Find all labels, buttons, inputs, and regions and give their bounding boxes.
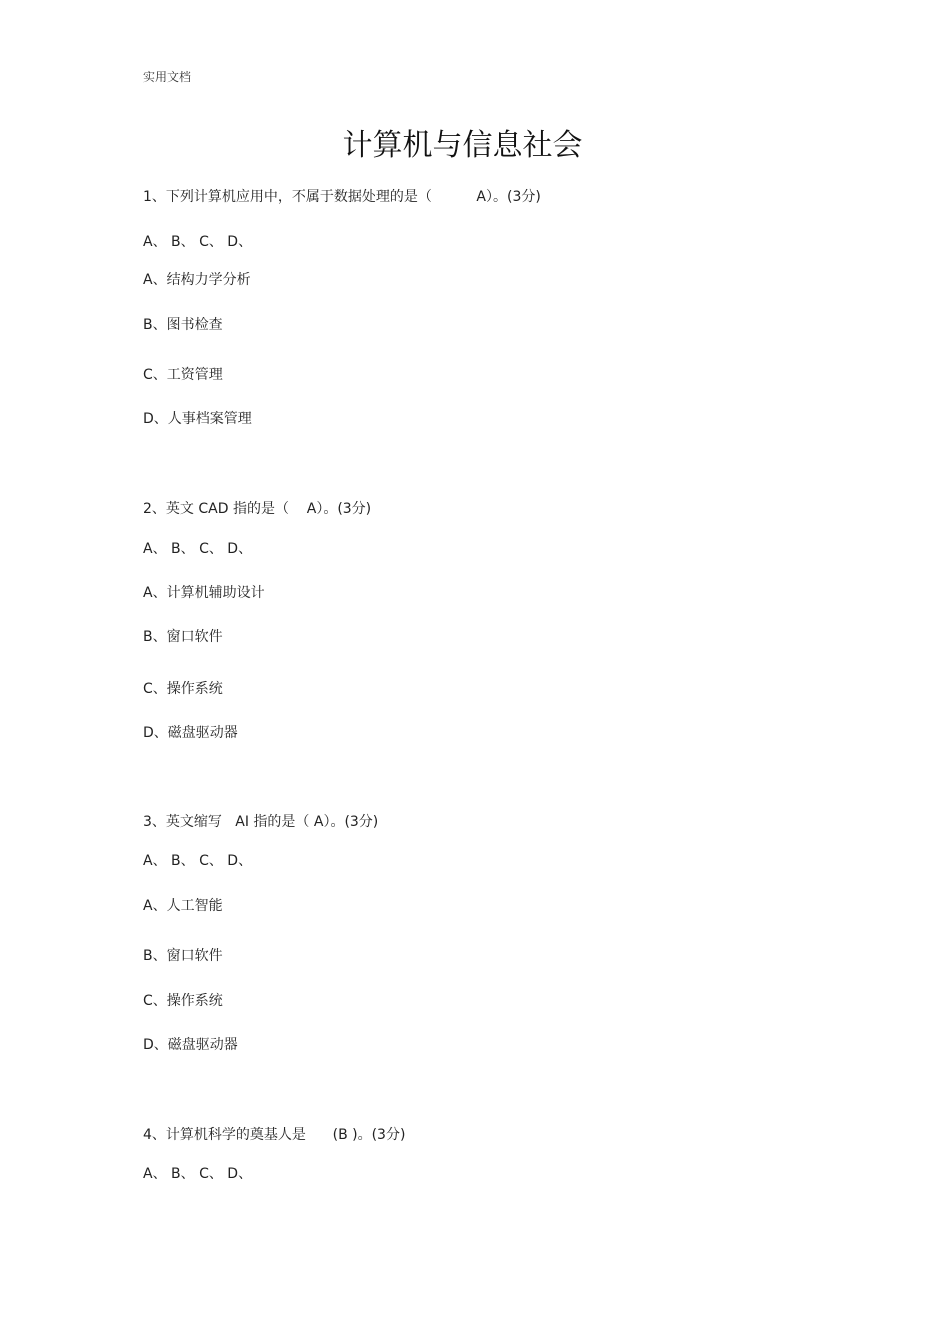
question-3-option-a: A、人工智能: [143, 898, 223, 914]
question-2-stem: 2、英文 CAD 指的是（ A）。(3分): [143, 501, 372, 517]
question-3-stem: 3、英文缩写 AI 指的是（ A）。(3分): [143, 814, 379, 830]
question-3-option-d: D、磁盘驱动器: [143, 1037, 238, 1053]
question-1-option-d: D、人事档案管理: [143, 411, 252, 427]
question-2-option-a: A、计算机辅助设计: [143, 585, 265, 601]
question-2-option-d: D、磁盘驱动器: [143, 725, 238, 741]
question-1-option-b: B、图书检查: [143, 317, 223, 333]
question-3-option-b: B、窗口软件: [143, 948, 223, 964]
question-3-option-c: C、操作系统: [143, 993, 223, 1009]
question-2-option-b: B、窗口软件: [143, 629, 223, 645]
document-title: 计算机与信息社会: [342, 128, 583, 163]
question-4-stem: 4、计算机科学的奠基人是 (B )。(3分): [143, 1127, 406, 1143]
question-3-choices-row: A、 B、 C、 D、: [143, 853, 253, 869]
question-1-option-a: A、结构力学分析: [143, 272, 251, 288]
question-2-choices-row: A、 B、 C、 D、: [143, 541, 253, 557]
question-4-choices-row: A、 B、 C、 D、: [143, 1166, 253, 1182]
question-1-stem: 1、下列计算机应用中，不属于数据处理的是（ A）。(3分): [143, 189, 541, 205]
question-2-option-c: C、操作系统: [143, 681, 223, 697]
question-1-option-c: C、工资管理: [143, 367, 223, 383]
page-header: 实用文档: [143, 70, 192, 84]
question-1-choices-row: A、 B、 C、 D、: [143, 234, 253, 250]
